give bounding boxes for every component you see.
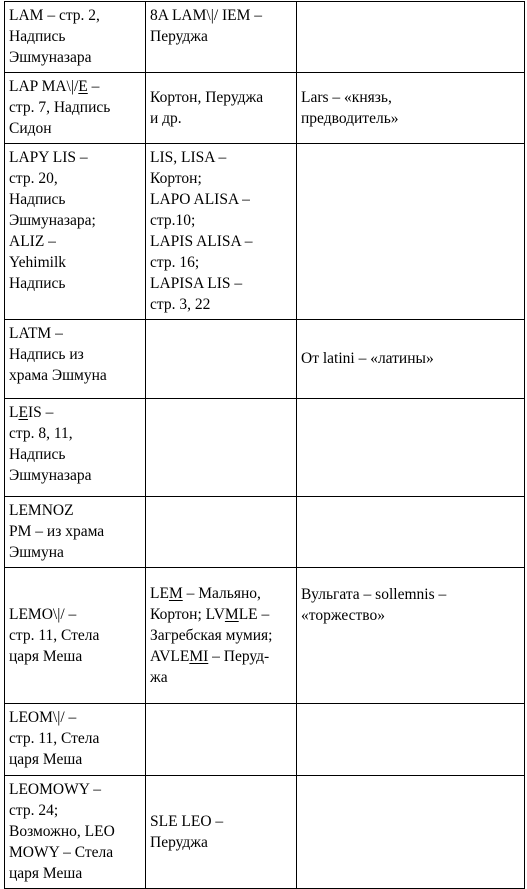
cell-meaning [297,497,525,568]
cell-meaning [297,2,525,73]
cell-word: LEOMOWY – стр. 24; Возможно, LEO MOWY – Стела царя Меша [5,776,146,889]
cell-parallels: LEM – Мальяно, Кортон; LVMLE – Загребская мумия; AVLEMI – Перуд- жа [146,568,297,704]
cell-word: LATM – Надпись из храма Эшмуна [5,320,146,399]
cell-word: LEIS – стр. 8, 11, Надпись Эшмуназара [5,399,146,497]
cell-parallels: SLE LEO – Перуджа [146,776,297,889]
table-row [5,73,525,144]
cell-meaning: От latini – «латины» [297,320,525,399]
cell-parallels: LIS, LISA – Кортон; LAPO ALISA – стр.10; LAPIS ALISA – стр. 16; LAPISA LIS – стр. 3, 22 [146,144,297,320]
cell-parallels: 8A LAM\|/ IEM – Перуджа [146,2,297,73]
cell-parallels [146,320,297,399]
cell-meaning [297,144,525,320]
cell-parallels [146,497,297,568]
cell-word: LAP MA\|/E – стр. 7, Надпись Сидон [5,73,146,144]
table-row [5,704,525,776]
table-row [5,144,525,320]
cell-word: LEMNOZ PM – из храма Эшмуна [5,497,146,568]
table-row [5,399,525,497]
cell-word: LAM – стр. 2, Надпись Эшмуназара [5,2,146,73]
table-row [5,776,525,889]
cell-meaning [297,704,525,776]
table-row [5,320,525,399]
cell-parallels [146,399,297,497]
cell-meaning [297,776,525,889]
cell-meaning: Lars – «князь, предводитель» [297,73,525,144]
cell-parallels [146,704,297,776]
cell-word: LEOM\|/ – стр. 11, Стела царя Меша [5,704,146,776]
cell-meaning: Вульгата – sollemnis – «торжество» [297,568,525,704]
cell-word: LAPY LIS – стр. 20, Надпись Эшмуназара; ALIZ – Yehimilk Надпись [5,144,146,320]
lexicon-table [4,1,525,889]
table-row [5,2,525,73]
table-row [5,568,525,704]
cell-parallels: Кортон, Перуджа и др. [146,73,297,144]
table-row [5,497,525,568]
document-page [4,1,524,889]
cell-meaning [297,399,525,497]
cell-word: LEMO\|/ – стр. 11, Стела царя Меша [5,568,146,704]
